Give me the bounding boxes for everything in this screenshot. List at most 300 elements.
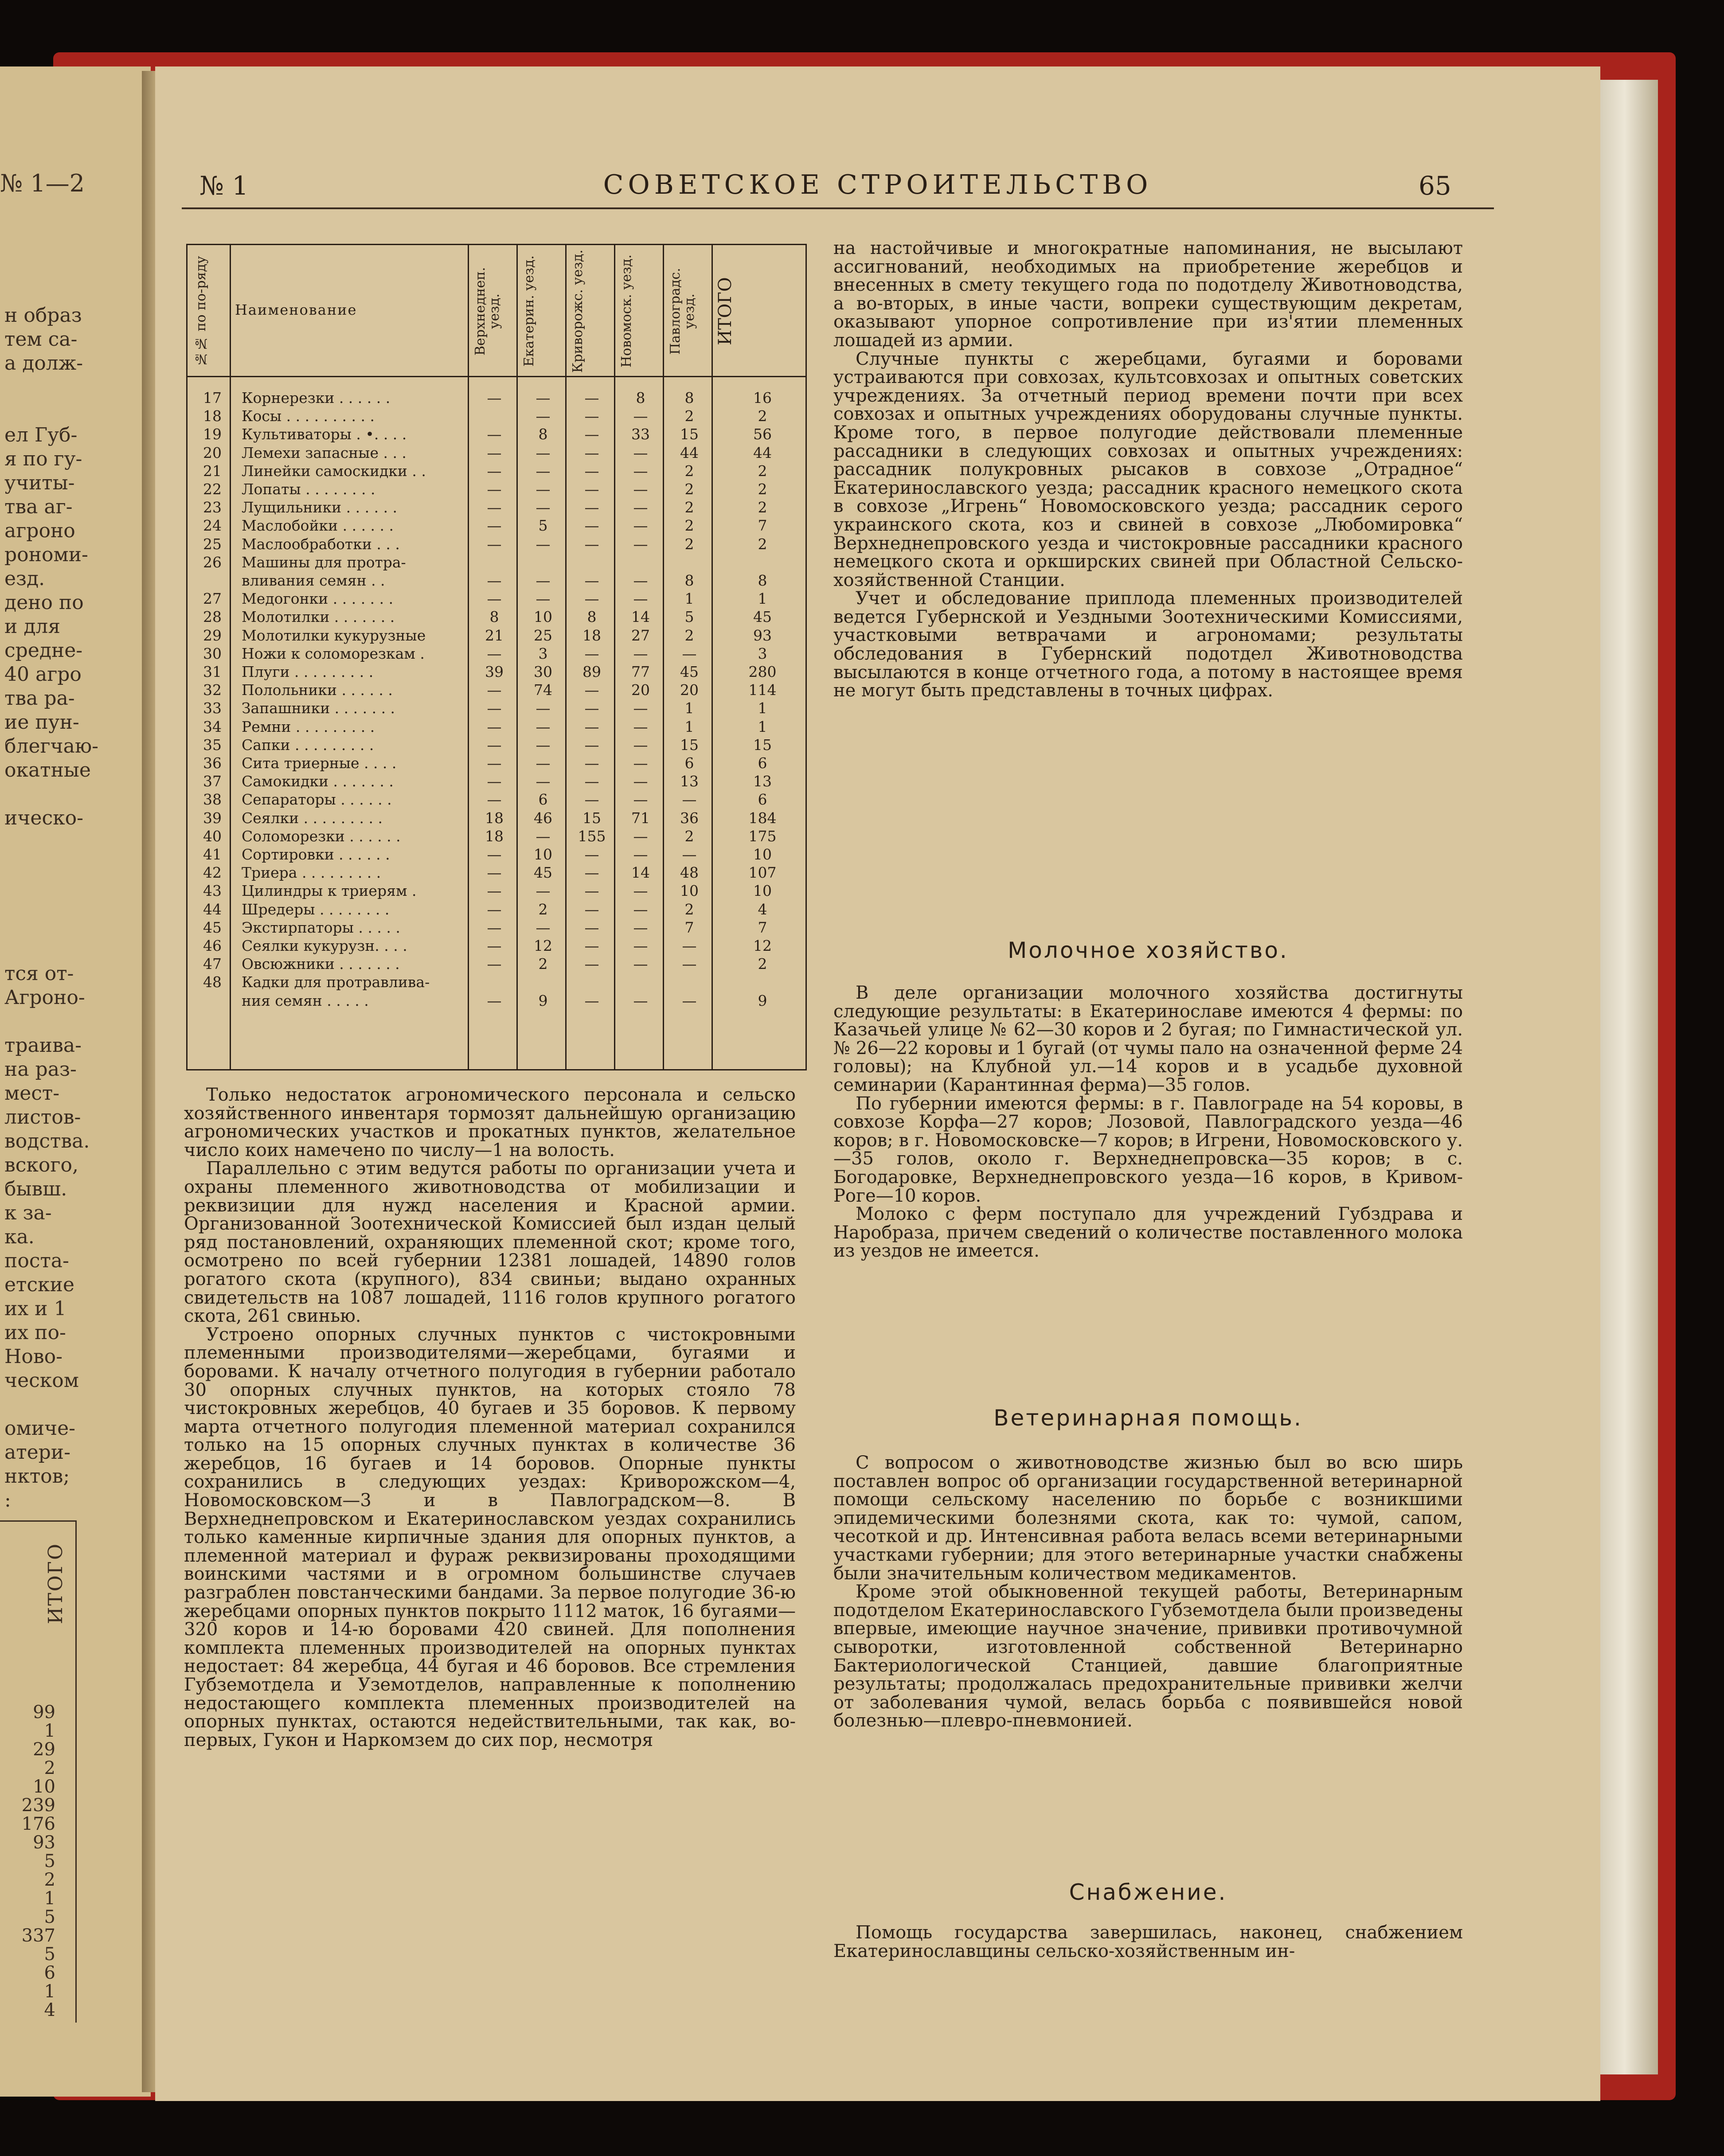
row-value: 45 [534, 864, 552, 882]
row-number: 38 [203, 791, 222, 808]
row-value: — [536, 462, 551, 480]
row-value: — [487, 882, 502, 900]
row-value: 2 [684, 480, 694, 498]
left-page-line: листов- [4, 1106, 81, 1129]
row-value: — [633, 918, 648, 936]
row-number: 30 [203, 644, 222, 662]
left-page-line: а долж- [4, 352, 83, 375]
row-number: 21 [203, 462, 222, 480]
row-value: — [633, 590, 648, 608]
row-total: 6 [758, 791, 767, 808]
row-value: 13 [680, 773, 699, 790]
inventory-table [186, 244, 807, 1070]
row-value: — [536, 773, 551, 790]
left-page-itogo-value: 6 [44, 1963, 55, 1983]
row-value: 2 [538, 955, 548, 973]
paragraph: Помощь государства завершилась, наконец, снабжением Екатеринославщины сельско-хозяйственным ин- [833, 1922, 1463, 1961]
left-page-itogo-value: 93 [33, 1832, 55, 1853]
left-page-itogo-value: 5 [44, 1907, 55, 1927]
row-name: Маслобойки . . . . . . [242, 517, 394, 535]
journal-title: СОВЕТСКОЕ СТРОИТЕЛЬСТВО [603, 169, 1153, 200]
row-total: 9 [758, 992, 767, 1009]
row-name: Маслообработки . . . [242, 535, 400, 553]
row-name: Сепараторы . . . . . . [242, 791, 392, 808]
left-page-line: : [4, 1489, 11, 1512]
row-value: 2 [684, 499, 694, 516]
row-value: — [536, 535, 551, 553]
row-name: Экстирпаторы . . . . . [242, 918, 400, 936]
paragraph: Устроено опорных случных пунктов с чистокровными племенными производителями—жеребцами, бугаями и боровами. К началу отчетного полугодия в губернии работало 30 опорных случных пунктов, на которых стояло 78 чистокровных жеребцов, 40 бугаев и 35 боровов. К первому марта отчетного полугодия племенной материал сохранился только на 15 опорных случных пунктах в количестве 36 жеребцов, 16 бугаев и 14 боровов. Опорные пункты сохранились в следующих уездах: Криворожском—4, Новомосковском—3 и в Павлоградском—8. В Верхнеднепровском и Екатеринославском уездах сохранились только каменные кирпичные здания для опорных пунктов, а племенной материал и фураж реквизированы проходящими воинскими частями и в огромном большинстве случаев разграблен повстанческими бандами. За первое полугодие 36-ю жеребцами опорных пунктов покрыто 1112 маток, 16 бугаями—320 коров и 14-ю боровами 420 свиней. Для пополнения комплекта племенных производителей на опорных пунктах недостает: 84 жеребца, 44 бугая и 46 боровов. Все стремления Губземотдела и Уземотделов, направленные к пополнению недостающего комплекта племенных производителей на опорных пунктах, остаются недействительными, так как, во-первых, Гукон и Наркомзем до сих пор, несмотря [184, 1324, 796, 1750]
left-page-line: Ново- [4, 1345, 63, 1368]
row-total: 184 [748, 809, 777, 827]
left-page-itogo-value: 5 [44, 1851, 55, 1871]
row-number: 40 [203, 827, 222, 845]
row-name: Соломорезки . . . . . . [242, 827, 401, 845]
left-page-itogo-value: 1 [44, 1721, 55, 1741]
row-value: 6 [538, 791, 548, 808]
row-name: Культиваторы . •. . . . [242, 426, 407, 443]
row-total: 1 [758, 590, 767, 608]
left-page-header: № 1—2 [0, 169, 85, 197]
row-total: 2 [758, 480, 767, 498]
row-value: — [487, 791, 502, 808]
section-heading-veterinary: Ветеринарная помощь. [993, 1405, 1303, 1431]
row-value: — [584, 644, 599, 662]
row-number: 24 [203, 517, 222, 535]
row-value: — [584, 900, 599, 918]
row-total: 4 [758, 900, 767, 918]
row-value: — [633, 736, 648, 754]
row-value: — [584, 754, 599, 772]
row-name: Молотилки кукурузные [242, 626, 426, 644]
row-value: — [633, 407, 648, 425]
row-value: — [584, 389, 599, 406]
row-value: — [536, 882, 551, 900]
row-value: — [633, 444, 648, 461]
row-value: 8 [489, 608, 499, 626]
row-value: 2 [684, 407, 694, 425]
text-column-right-supply [833, 1924, 1463, 1961]
left-page-line: тва аг- [4, 496, 73, 518]
row-value: 39 [485, 663, 504, 680]
row-total: 12 [753, 937, 772, 954]
row-value: — [536, 444, 551, 461]
row-value: 2 [684, 626, 694, 644]
row-number: 18 [203, 407, 222, 425]
left-page-itogo-value: 1 [44, 1981, 55, 2002]
row-value: — [487, 864, 502, 882]
left-page-itogo-label: ИТОГО [44, 1543, 67, 1624]
left-page-itogo-value: 99 [33, 1702, 55, 1722]
row-value: 1 [684, 718, 694, 735]
row-value: 45 [680, 663, 699, 680]
left-page-line: етские [4, 1273, 74, 1296]
row-name: Кадки для протравлива- [242, 973, 430, 991]
row-value: 71 [631, 809, 650, 827]
section-heading-dairy: Молочное хозяйство. [1008, 937, 1289, 963]
row-value: — [487, 955, 502, 973]
row-number: 22 [203, 480, 222, 498]
row-value: — [633, 535, 648, 553]
row-name: Молотилки . . . . . . . [242, 608, 395, 626]
row-number: 23 [203, 499, 222, 516]
col-header-total: ИТОГО [715, 277, 735, 345]
row-total: 1 [758, 699, 767, 717]
left-page-line: тся от- [4, 962, 74, 985]
row-value: 36 [680, 809, 699, 827]
row-number: 28 [203, 608, 222, 626]
row-number: 46 [203, 937, 222, 954]
left-page [0, 66, 151, 2097]
row-value: — [584, 955, 599, 973]
left-page-itogo-value: 2 [44, 1870, 55, 1890]
col-header-ekaterinoslav: Екатерин. уезд. [521, 255, 537, 367]
row-name: Цилиндры к триерям . [242, 882, 417, 900]
row-number: 33 [203, 699, 222, 717]
row-value: — [584, 535, 599, 553]
left-page-line: поста- [4, 1250, 69, 1272]
row-total: 2 [758, 535, 767, 553]
left-page-line: учиты- [4, 472, 75, 494]
left-page-line: атери- [4, 1441, 70, 1464]
row-value: — [584, 681, 599, 699]
row-total: 8 [758, 572, 767, 589]
row-value: 77 [631, 663, 650, 680]
row-value: 27 [631, 626, 650, 644]
row-total: 10 [753, 882, 772, 900]
row-number: 36 [203, 754, 222, 772]
left-page-itogo-value: 2 [44, 1758, 55, 1778]
header-divider [186, 376, 807, 377]
row-number: 47 [203, 955, 222, 973]
row-value: 46 [534, 809, 552, 827]
row-number: 25 [203, 535, 222, 553]
row-value: — [487, 590, 502, 608]
row-value: 9 [538, 992, 548, 1009]
col-header-novomoskovsk: Новомоск. уезд. [619, 254, 634, 368]
row-number: 42 [203, 864, 222, 882]
row-total: 7 [758, 517, 767, 535]
row-total: 175 [748, 827, 777, 845]
row-value: — [633, 791, 648, 808]
row-value: 1 [684, 699, 694, 717]
left-page-itogo-value: 239 [21, 1795, 55, 1816]
row-total: 15 [753, 736, 772, 754]
row-total: 2 [758, 499, 767, 516]
row-value: — [584, 718, 599, 735]
column-divider [230, 244, 231, 1070]
row-value: — [584, 937, 599, 954]
row-total: 56 [753, 426, 772, 443]
row-number: 34 [203, 718, 222, 735]
left-page-line: окатные [4, 759, 91, 781]
left-page-line: агроно [4, 519, 75, 542]
row-name: Лемехи запасные . . . [242, 444, 407, 461]
row-total: 2 [758, 407, 767, 425]
left-page-line: и для [4, 615, 61, 638]
row-value: — [487, 462, 502, 480]
page-number: 65 [1419, 171, 1451, 201]
row-name: Запашники . . . . . . . [242, 699, 395, 717]
row-number: 41 [203, 846, 222, 863]
row-value: 25 [534, 626, 552, 644]
row-value: 44 [680, 444, 699, 461]
row-name: Лопаты . . . . . . . . [242, 480, 375, 498]
row-total: 3 [758, 644, 767, 662]
row-name: Сита триерные . . . . [242, 754, 397, 772]
row-name: Шредеры . . . . . . . . [242, 900, 390, 918]
left-page-line: рономи- [4, 543, 88, 566]
row-total: 107 [748, 864, 777, 882]
row-name: Сапки . . . . . . . . . [242, 736, 374, 754]
section-heading-supply: Снабжение. [1069, 1879, 1228, 1905]
row-value: 15 [680, 426, 699, 443]
row-value: — [536, 918, 551, 936]
row-name: Ножи к соломорезкам . [242, 644, 425, 662]
row-value: — [633, 846, 648, 863]
row-total: 2 [758, 955, 767, 973]
row-value: — [487, 754, 502, 772]
left-page-itogo-value: 10 [33, 1777, 55, 1797]
row-total: 16 [753, 389, 772, 406]
row-value: 10 [534, 608, 552, 626]
row-total: 45 [753, 608, 772, 626]
row-value: — [487, 992, 502, 1009]
row-name: Триера . . . . . . . . . [242, 864, 381, 882]
row-value: — [633, 754, 648, 772]
row-value: — [633, 644, 648, 662]
row-name: Самокидки . . . . . . . [242, 773, 394, 790]
row-name: Сеялки кукурузн. . . . [242, 937, 407, 954]
text-column-right-top [833, 239, 1463, 700]
row-value: — [536, 389, 551, 406]
left-page-itogo-value: 29 [33, 1739, 55, 1760]
row-value: — [584, 407, 599, 425]
row-value: 15 [582, 809, 601, 827]
row-value: — [536, 590, 551, 608]
row-value: — [536, 572, 551, 589]
row-value: — [487, 736, 502, 754]
left-page-itogo-value: 5 [44, 1944, 55, 1965]
row-value: — [633, 937, 648, 954]
row-total: 1 [758, 718, 767, 735]
row-value: 14 [631, 608, 650, 626]
row-value: — [487, 644, 502, 662]
paragraph: Кроме этой обыкновенной текущей работы, Ветеринарным подотделом Екатеринославского Губземотдела были произведены впервые, имеющие научное значение, прививки противочумной сыворотки, изготовленной собственной Ветеринарно Бактериологической Станцией, давшие благоприятные результаты; продолжалась предохранительные прививки желчи от заболевания чумой, велась борьба с появившейся новой болезнью—плевро-пневмонией. [833, 1582, 1463, 1731]
row-value: 155 [578, 827, 606, 845]
row-total: 2 [758, 462, 767, 480]
row-number: 48 [203, 973, 222, 991]
left-page-line: мест- [4, 1082, 60, 1105]
col-header-pavlograd: Павлоградс. уезд. [668, 268, 697, 355]
row-value: — [487, 918, 502, 936]
row-number: 37 [203, 773, 222, 790]
row-value: 89 [582, 663, 601, 680]
left-page-itogo-value: 4 [44, 2000, 55, 2020]
left-page-line: на раз- [4, 1058, 77, 1081]
row-name: Медогонки . . . . . . . [242, 590, 394, 608]
left-page-line: к за- [4, 1202, 52, 1224]
row-value: — [584, 426, 599, 443]
row-value: — [584, 992, 599, 1009]
left-page-line: ическо- [4, 807, 83, 829]
row-value: — [633, 773, 648, 790]
col-header-num: №№ по по-ряду [193, 256, 209, 367]
row-value: — [584, 480, 599, 498]
row-name: Полольники . . . . . . [242, 681, 393, 699]
row-value: 2 [684, 462, 694, 480]
row-value: 5 [684, 608, 694, 626]
row-value: 15 [680, 736, 699, 754]
paragraph: Случные пункты с жеребцами, бугаями и боровами устраиваются при совхозах, культсовхозах и опытных советских учреждениях. За отчетный период времени почти при всех совхозах и опытных учреждениях оборудованы случные пункты. Кроме того, в первое полугодие действовали племенные рассадники в следующих совхозах и опытных учреждениях: рассадник полукровных рысаков в совхозе „Отрадное“ Екатеринославского уезда; рассадник красного немецкого скота в совхозе „Игрень“ Новомосковского уезда; рассадник серого украинского скота, коз и свиней в совхозе „Любомировка“ Верхнеднепровского уезда и чистокровные рассадники красного немецкого скота и оркширских свиней при Областной Сельско-хозяйственной Станции. [833, 348, 1463, 590]
row-value: 2 [684, 535, 694, 553]
row-number: 39 [203, 809, 222, 827]
left-page-line: езд. [4, 567, 45, 590]
row-total: 114 [748, 681, 777, 699]
row-name: Овсюжники . . . . . . . [242, 955, 400, 973]
row-value: 2 [684, 827, 694, 845]
row-value: — [633, 699, 648, 717]
row-value: — [584, 864, 599, 882]
row-value: 2 [684, 900, 694, 918]
row-value: — [584, 517, 599, 535]
row-value: 2 [684, 517, 694, 535]
left-page-line: их и 1 [4, 1297, 66, 1320]
row-value: — [536, 480, 551, 498]
left-page-line: тем са- [4, 328, 78, 351]
row-value: — [487, 900, 502, 918]
row-value: — [633, 882, 648, 900]
row-value: 8 [684, 572, 694, 589]
left-page-itogo-value: 1 [44, 1888, 55, 1909]
row-value: — [487, 426, 502, 443]
row-value: — [584, 444, 599, 461]
row-value: — [487, 480, 502, 498]
row-number: 19 [203, 426, 222, 443]
row-value: — [487, 937, 502, 954]
row-total: 10 [753, 846, 772, 863]
page-fore-edge [1591, 80, 1658, 2074]
row-value: — [536, 827, 551, 845]
row-name: Сеялки . . . . . . . . . [242, 809, 383, 827]
row-name: Линейки самоскидки . . [242, 462, 426, 480]
row-value: 21 [485, 626, 504, 644]
row-number: 45 [203, 918, 222, 936]
row-value: — [487, 517, 502, 535]
row-value: — [487, 773, 502, 790]
paragraph: на настойчивые и многократные напоминания, не высылают ассигнований, необходимых на приобретение жеребцов и внесенных в смету текущего года по подотделу Животноводства, а во-вторых, в иные части, вопреки существующим декретам, оказывают упорное сопротивление при из'ятии племенных лошадей из армии. [833, 238, 1463, 351]
row-name: Корнерезки . . . . . . [242, 389, 391, 406]
row-value: — [584, 791, 599, 808]
row-value: 1 [684, 590, 694, 608]
row-value: — [633, 499, 648, 516]
row-value: 10 [680, 882, 699, 900]
row-value: — [633, 992, 648, 1009]
left-page-line: блегчаю- [4, 735, 99, 758]
row-number: 29 [203, 626, 222, 644]
row-number: 27 [203, 590, 222, 608]
row-value: — [487, 499, 502, 516]
row-value: — [682, 955, 697, 973]
row-value: — [633, 480, 648, 498]
left-page-line: их по- [4, 1321, 66, 1344]
row-total: 7 [758, 918, 767, 936]
row-total: 44 [753, 444, 772, 461]
left-page-line: я по гу- [4, 448, 82, 470]
row-value: — [633, 827, 648, 845]
row-value: — [536, 754, 551, 772]
row-value: — [584, 736, 599, 754]
row-value: 33 [631, 426, 650, 443]
row-value: 20 [631, 681, 650, 699]
row-value: 8 [587, 608, 597, 626]
left-page-line: средне- [4, 639, 83, 662]
row-value: — [487, 535, 502, 553]
row-value: — [536, 718, 551, 735]
paragraph: По губернии имеются фермы: в г. Павлограде на 54 коровы, в совхозе Корфа—27 коров; Лозовой, Павлоградского уезда—46 коров; в г. Новомосковске—7 коров; в Игрени, Новомосковского у.—35 голов, около г. Верхнеднепровска—35 коров; в с. Богодаровке, Верхнеднепровского уезда—16 коров, в Кривом-Роге—10 коров. [833, 1093, 1463, 1206]
row-value: 12 [534, 937, 552, 954]
row-value: — [584, 590, 599, 608]
left-page-line: вского, [4, 1154, 78, 1176]
main-page [155, 66, 1600, 2101]
row-value: — [633, 955, 648, 973]
row-value: — [487, 718, 502, 735]
row-number: 44 [203, 900, 222, 918]
row-total: 93 [753, 626, 772, 644]
row-value: 8 [636, 389, 645, 406]
left-page-line: дено по [4, 591, 84, 614]
row-value: — [682, 644, 697, 662]
row-value: 3 [538, 644, 548, 662]
text-column-left [184, 1086, 796, 1750]
col-header-verkhnedneprovsk: Верхнеднеп. уезд. [473, 267, 502, 355]
row-value: 2 [538, 900, 548, 918]
row-value: — [487, 846, 502, 863]
row-value: 18 [485, 827, 504, 845]
row-value: — [487, 699, 502, 717]
row-name: Лущильники . . . . . . [242, 499, 398, 516]
row-value: — [584, 773, 599, 790]
row-value: 8 [538, 426, 548, 443]
row-value: — [682, 791, 697, 808]
row-value: — [682, 937, 697, 954]
row-value: 48 [680, 864, 699, 882]
row-value: 8 [684, 389, 694, 406]
left-page-line: ка. [4, 1226, 35, 1248]
col-header-krivoy-rog: Криворожс. уезд. [570, 250, 586, 373]
row-value: 18 [582, 626, 601, 644]
header-rule [182, 207, 1494, 209]
row-number: 32 [203, 681, 222, 699]
left-page-line: нктов; [4, 1465, 70, 1488]
issue-number: № 1 [199, 171, 249, 201]
row-value: 30 [534, 663, 552, 680]
row-value: — [633, 718, 648, 735]
row-name: Плуги . . . . . . . . . [242, 663, 374, 680]
row-value: — [536, 407, 551, 425]
row-value: — [633, 900, 648, 918]
row-total: 13 [753, 773, 772, 790]
row-name: Сортировки . . . . . . [242, 846, 390, 863]
row-value: — [584, 882, 599, 900]
row-name: Ремни . . . . . . . . . [242, 718, 375, 735]
left-page-line: траива- [4, 1034, 82, 1057]
paragraph: Учет и обследование приплода племенных производителей ведется Губернской и Уездными Зоотехническими Комиссиями, участковыми ветврачами и агрономами; результаты обследования в Губернский подотдел Животноводства высылаются в конце отчетного года, а потому в настоящее время не могут быть представлены в точных цифрах. [833, 588, 1463, 701]
row-number: 43 [203, 882, 222, 900]
row-name: Машины для протра- [242, 553, 406, 571]
row-value: 74 [534, 681, 552, 699]
row-value: — [487, 572, 502, 589]
